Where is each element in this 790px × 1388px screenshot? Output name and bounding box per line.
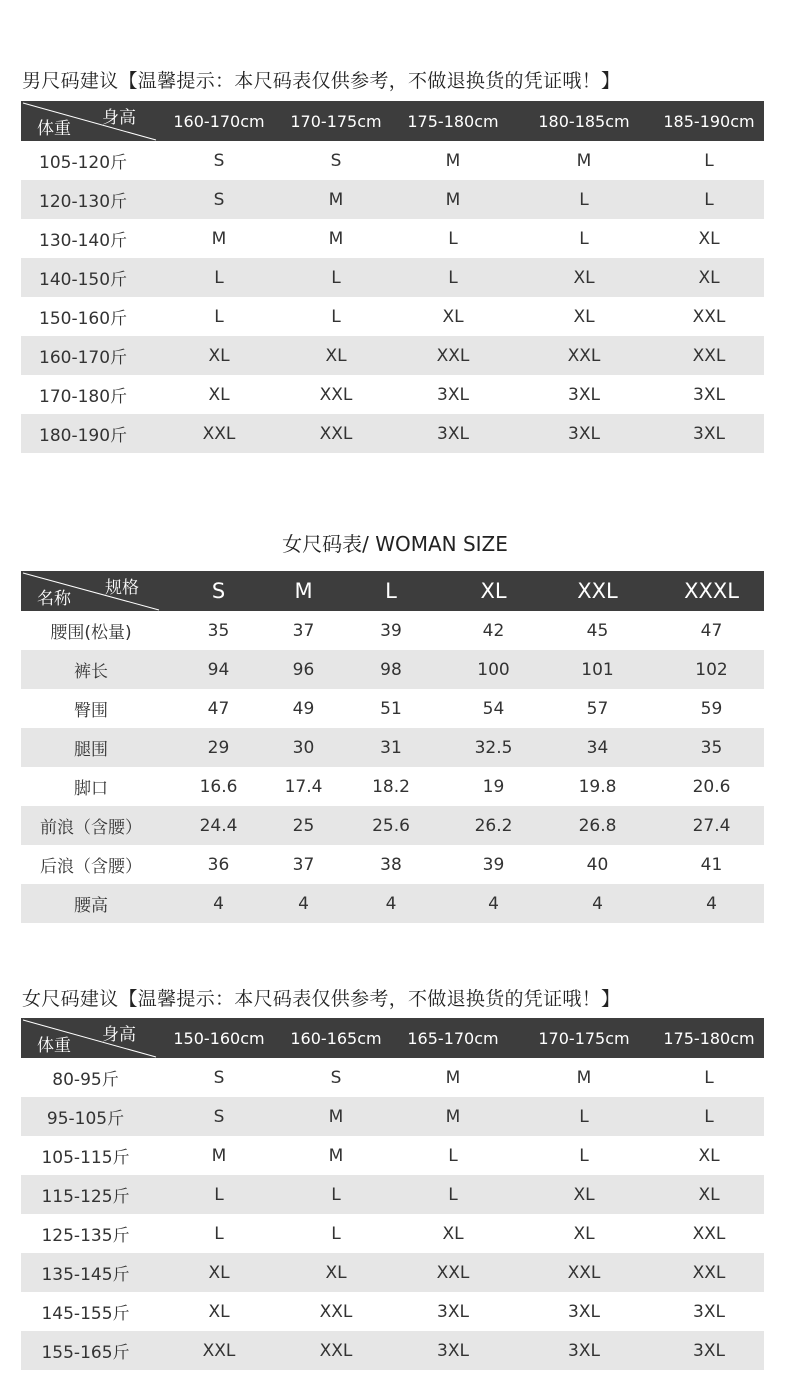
woman-size-row-label: 腿围 [74,740,108,760]
men-cell: L [331,267,341,288]
women-table-row [21,1136,764,1175]
woman-size-table [21,571,764,923]
men-row-label: 140-150斤 [39,270,128,290]
woman-size-cell: 30 [292,737,315,758]
women-size-table [21,1018,764,1370]
men-table-row [21,258,764,297]
woman-size-cell: 101 [581,659,614,680]
men-table-row [21,141,764,180]
woman-size-row-label: 前浪（含腰） [40,818,142,838]
woman-size-cell: 32.5 [474,737,513,758]
woman-size-table-row [21,884,764,923]
women-cell: L [704,1067,714,1088]
women-table-row [21,1214,764,1253]
men-col-header: 185-190cm [663,111,755,131]
woman-size-cell: 45 [586,620,609,641]
men-row-label: 130-140斤 [39,231,128,251]
men-cell: XL [573,267,595,288]
woman-size-row-label: 裤长 [74,662,108,682]
woman-size-cell: 18.2 [372,776,410,797]
woman-size-cell: 4 [213,893,224,914]
women-table-row [21,1253,764,1292]
woman-size-cell: 57 [586,698,609,719]
woman-size-cell: 19.8 [578,776,617,797]
women-cell: M [211,1145,227,1166]
women-col-header: 175-180cm [663,1028,755,1048]
woman-size-header-row [21,571,764,611]
women-cell: L [448,1184,458,1205]
women-cell: S [213,1067,225,1088]
woman-size-table-row [21,767,764,806]
woman-size-cell: 37 [292,854,315,875]
woman-size-title: 女尺码表/ WOMAN SIZE [282,532,508,556]
women-cell: 3XL [693,1301,725,1322]
women-cell: XL [573,1223,595,1244]
woman-size-table-row [21,611,764,650]
men-col-header: 175-180cm [407,111,499,131]
women-corner-cell [21,1018,158,1058]
men-cell: XL [325,345,347,366]
woman-size-col-header: XXXL [684,579,739,603]
women-cell: L [214,1184,224,1205]
women-row-label: 95-105斤 [46,1109,125,1129]
woman-size-cell: 54 [482,698,505,719]
women-cell: S [213,1106,225,1127]
women-cell: XXL [202,1340,236,1361]
women-corner-height: 身高 [102,1025,136,1045]
women-cell: XXL [319,1301,353,1322]
men-cell: M [328,189,344,210]
woman-size-table-row [21,689,764,728]
men-cell: S [213,150,225,171]
men-cell: L [331,306,341,327]
men-col-header: 180-185cm [538,111,630,131]
men-cell: L [448,267,458,288]
woman-size-table-row [21,728,764,767]
women-cell: XL [325,1262,347,1283]
woman-size-cell: 4 [385,893,397,914]
woman-size-row-label: 后浪（含腰） [40,857,142,877]
men-corner-height: 身高 [102,108,136,128]
women-row-label: 155-165斤 [41,1343,130,1363]
men-size-title: 男尺码建议【温馨提示：本尺码表仅供参考，不做退换货的凭证哦！】 [22,70,621,92]
woman-size-cell: 37 [292,620,315,641]
men-cell: M [576,150,592,171]
women-row-label: 105-115斤 [41,1148,130,1168]
women-cell: XL [208,1301,230,1322]
women-cell: XXL [319,1340,353,1361]
men-cell: L [579,189,589,210]
women-cell: L [579,1106,589,1127]
woman-size-row-label: 腰高 [74,896,108,916]
woman-size-cell: 49 [292,698,315,719]
woman-size-cell: 42 [482,620,505,641]
men-cell: XXL [319,423,353,444]
men-table-row [21,375,764,414]
men-table-row [21,180,764,219]
men-table-row [21,297,764,336]
women-cell: XL [442,1223,464,1244]
women-header-row [21,1018,764,1058]
men-cell: L [214,306,224,327]
woman-size-cell: 47 [700,620,723,641]
woman-size-cell: 19 [482,776,505,797]
women-cell: M [576,1067,592,1088]
women-row-label: 135-145斤 [41,1265,130,1285]
women-size-title: 女尺码建议【温馨提示：本尺码表仅供参考，不做退换货的凭证哦！】 [22,988,621,1010]
men-corner-weight: 体重 [37,119,71,139]
woman-size-cell: 4 [298,893,309,914]
woman-size-row-label: 臀围 [74,701,108,721]
women-table-row [21,1292,764,1331]
women-cell: L [331,1223,341,1244]
men-cell: XXL [436,345,470,366]
woman-size-table-row [21,650,764,689]
women-cell: L [214,1223,224,1244]
woman-size-cell: 4 [592,893,603,914]
men-row-label: 120-130斤 [39,192,128,212]
woman-size-row-label: 腰围(松量) [50,623,132,643]
women-table-row [21,1097,764,1136]
men-cell: XL [573,306,595,327]
women-cell: L [579,1145,589,1166]
women-cell: S [330,1067,342,1088]
woman-size-cell: 38 [380,854,402,875]
women-cell: XL [573,1184,595,1205]
woman-size-corner-spec: 规格 [105,578,139,598]
women-table-row [21,1175,764,1214]
men-cell: XL [698,228,720,249]
women-cell: XL [698,1184,720,1205]
woman-size-col-header: S [211,579,226,603]
woman-size-cell: 39 [482,854,505,875]
men-row-label: 160-170斤 [39,348,128,368]
men-table-row [21,336,764,375]
men-cell: XL [208,384,230,405]
women-row-label: 80-95斤 [52,1070,119,1090]
woman-size-cell: 102 [695,659,728,680]
woman-size-cell: 4 [488,893,499,914]
men-header-row [21,101,764,141]
women-cell: L [331,1184,341,1205]
woman-size-cell: 98 [380,659,402,680]
women-cell: 3XL [437,1340,469,1361]
men-row-label: 150-160斤 [39,309,128,329]
woman-size-row-label: 脚口 [74,779,108,799]
women-col-header: 170-175cm [538,1028,630,1048]
men-row-label: 170-180斤 [39,387,128,407]
woman-size-cell: 34 [586,737,609,758]
men-table-row [21,219,764,258]
men-cell: 3XL [437,423,469,444]
women-table-row [21,1058,764,1097]
women-cell: L [448,1145,458,1166]
men-cell: S [213,189,225,210]
men-cell: 3XL [568,423,600,444]
woman-size-cell: 36 [207,854,230,875]
women-cell: XXL [567,1262,601,1283]
men-cell: 3XL [437,384,469,405]
woman-size-cell: 40 [586,854,609,875]
men-row-label: 180-190斤 [39,426,128,446]
men-cell: S [330,150,342,171]
woman-size-cell: 51 [380,698,402,719]
woman-size-cell: 17.4 [284,776,323,797]
woman-size-corner-cell [21,571,161,611]
men-cell: XXL [319,384,353,405]
woman-size-cell: 96 [292,659,315,680]
woman-size-col-header: L [385,579,397,603]
men-cell: XXL [692,306,726,327]
woman-size-cell: 20.6 [692,776,731,797]
women-cell: M [445,1067,461,1088]
woman-size-cell: 100 [477,659,510,680]
woman-size-col-header: XL [480,579,507,603]
woman-size-cell: 26.8 [578,815,617,836]
woman-size-cell: 41 [700,854,723,875]
women-cell: 3XL [437,1301,469,1322]
men-cell: M [445,150,461,171]
women-cell: XL [208,1262,230,1283]
woman-size-cell: 25.6 [372,815,410,836]
men-cell: XXL [567,345,601,366]
woman-size-cell: 24.4 [199,815,238,836]
woman-size-col-header: M [294,579,313,603]
women-cell: XL [698,1145,720,1166]
men-cell: 3XL [568,384,600,405]
woman-size-cell: 4 [706,893,717,914]
men-cell: XL [208,345,230,366]
men-cell: L [704,189,714,210]
men-cell: 3XL [693,423,725,444]
woman-size-cell: 25 [292,815,315,836]
women-cell: XXL [692,1262,726,1283]
men-cell: M [211,228,227,249]
women-cell: M [328,1106,344,1127]
women-row-label: 145-155斤 [41,1304,130,1324]
women-col-header: 165-170cm [407,1028,499,1048]
woman-size-cell: 59 [700,698,723,719]
women-row-label: 115-125斤 [41,1187,130,1207]
men-cell: XXL [692,345,726,366]
woman-size-cell: 47 [207,698,230,719]
women-cell: XXL [692,1223,726,1244]
men-cell: XL [442,306,464,327]
woman-size-table-row [21,806,764,845]
women-row-label: 125-135斤 [41,1226,130,1246]
women-corner-weight: 体重 [37,1036,71,1056]
woman-size-cell: 35 [700,737,723,758]
women-cell: 3XL [693,1340,725,1361]
women-table-row [21,1331,764,1370]
women-cell: M [445,1106,461,1127]
men-size-table [21,101,764,453]
men-cell: XL [698,267,720,288]
women-cell: 3XL [568,1301,600,1322]
woman-size-cell: 31 [380,737,402,758]
men-cell: L [214,267,224,288]
men-table-row [21,414,764,453]
women-cell: XXL [436,1262,470,1283]
woman-size-corner-name: 名称 [37,589,71,609]
women-col-header: 160-165cm [290,1028,382,1048]
women-cell: 3XL [568,1340,600,1361]
men-cell: M [328,228,344,249]
women-cell: M [328,1145,344,1166]
woman-size-col-header: XXL [577,579,618,603]
woman-size-cell: 16.6 [199,776,238,797]
woman-size-table-row [21,845,764,884]
women-cell: L [704,1106,714,1127]
men-cell: 3XL [693,384,725,405]
men-corner-cell [21,101,158,141]
woman-size-cell: 26.2 [474,815,513,836]
men-col-header: 160-170cm [173,111,265,131]
men-cell: L [448,228,458,249]
woman-size-cell: 27.4 [692,815,731,836]
men-cell: XXL [202,423,236,444]
men-cell: L [579,228,589,249]
woman-size-cell: 29 [207,737,230,758]
men-cell: L [704,150,714,171]
men-row-label: 105-120斤 [39,153,128,173]
men-cell: M [445,189,461,210]
woman-size-cell: 94 [207,659,230,680]
men-col-header: 170-175cm [290,111,382,131]
woman-size-cell: 39 [380,620,402,641]
woman-size-cell: 35 [207,620,230,641]
women-col-header: 150-160cm [173,1028,265,1048]
